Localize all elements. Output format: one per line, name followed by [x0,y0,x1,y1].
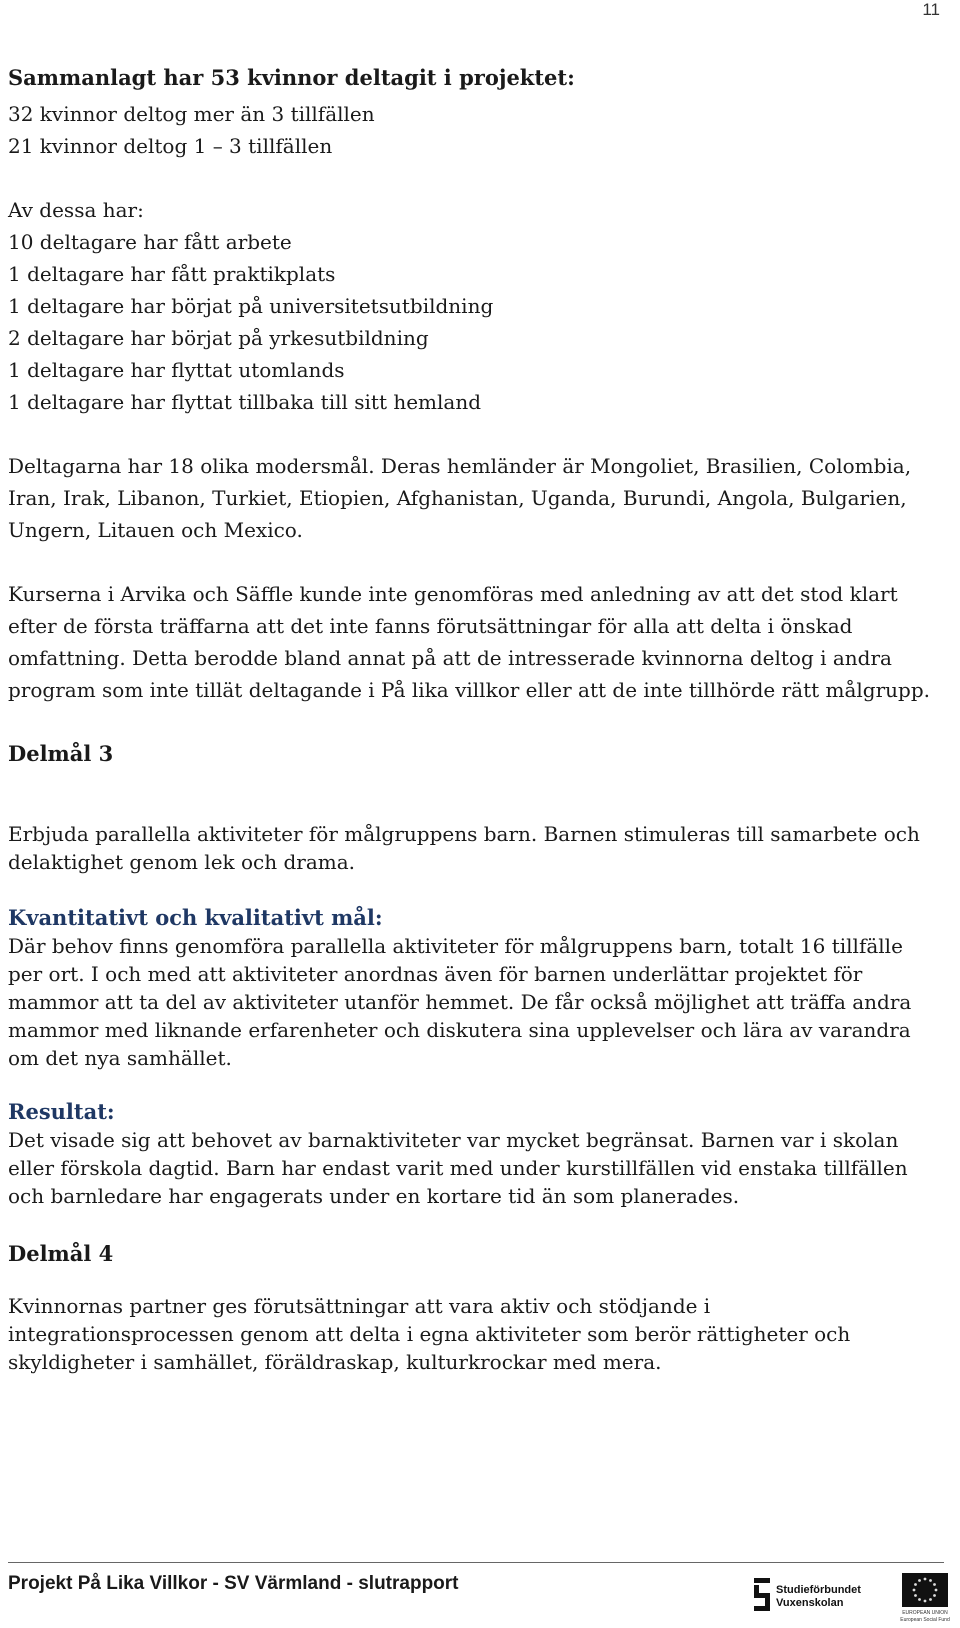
studieforbundet-logo [752,1576,870,1620]
delmal3-goal-heading: Kvantitativt och kvalitativt mål: [8,905,383,930]
eu-logo-line2: European Social Fund [900,1617,950,1623]
outcomes-intro: Av dessa har: [8,198,144,222]
delmal3-goal-text: Där behov finns genomföra parallella aktiviteter för målgruppens barn, totalt 16 tillfälle per ort. I och med att aktiviteter anordnas även för barnen underlättar projektet för mammor att ta del av aktiviteter utanför hemmet. De får också möjlighet att träffa andra mammor med liknande erfarenheter och diskutera sina upplevelser och lära av varandra om det nya samhället. [8,934,912,1070]
page-number: 11 [922,0,940,19]
footer-title: Projekt På Lika Villkor - SV Värmland - slutrapport [8,1573,459,1594]
delmal4-heading: Delmål 4 [8,1241,114,1266]
outcome-item: 10 deltagare har fått arbete [8,230,292,254]
eu-logo [900,1573,950,1625]
languages-paragraph: Deltagarna har 18 olika modersmål. Deras hemländer är Mongoliet, Brasilien, Colombia, Iran, Irak, Libanon, Turkiet, Etiopien, Afghanistan, Uganda, Burundi, Angola, Bulgarien, Ungern, Litauen och Mexico. [8,454,912,542]
attendance-item: 21 kvinnor deltog 1 – 3 tillfällen [8,134,333,158]
outcome-item: 1 deltagare har flyttat tillbaka till sitt hemland [8,390,482,414]
delmal3-result-text: Det visade sig att behovet av barnaktiviteter var mycket begränsat. Barnen var i skolan eller förskola dagtid. Barn har endast varit med under kurstillfällen vid enstaka tillfällen och barnledare har engagerats under en kortare tid än som planerades. [8,1128,908,1208]
sv-logo-icon [752,1576,772,1616]
attendance-item: 32 kvinnor deltog mer än 3 tillfällen [8,102,375,126]
eu-flag-icon [902,1573,948,1607]
attendance-list [8,98,938,162]
delmal3-result-heading: Resultat: [8,1099,115,1124]
delmal3-heading: Delmål 3 [8,741,114,766]
eu-logo-line1: EUROPEAN UNION [902,1610,948,1616]
outcome-item: 1 deltagare har fått praktikplats [8,262,336,286]
document-body [8,62,938,1376]
delmal4-description: Kvinnornas partner ges förutsättningar att vara aktiv och stödjande i integrationsprocessen genom att delta i egna aktiviteter som berör rättigheter och skyldigheter i samhället, föräldraskap, kulturkrockar med mera. [8,1294,851,1374]
sv-logo-line2: Vuxenskolan [776,1597,844,1609]
outcome-item: 1 deltagare har flyttat utomlands [8,358,345,382]
outcomes-list [8,194,938,418]
footer-divider [8,1562,944,1563]
sv-logo-line1: Studieförbundet [776,1584,861,1596]
courses-paragraph: Kurserna i Arvika och Säffle kunde inte genomföras med anledning av att det stod klart efter de första träffarna att det inte fanns förutsättningar för alla att delta i önskad omfattning. Detta berodde bland annat på att de intresserade kvinnorna deltog i andra program som inte tillät deltagande i På lika villkor eller att de inte tillhörde rätt målgrupp. [8,582,931,702]
outcome-item: 2 deltagare har börjat på yrkesutbildning [8,326,429,350]
outcome-item: 1 deltagare har börjat på universitetsutbildning [8,294,494,318]
summary-heading: Sammanlagt har 53 kvinnor deltagit i projektet: [8,65,575,90]
delmal3-description: Erbjuda parallella aktiviteter för målgruppens barn. Barnen stimuleras till samarbete och delaktighet genom lek och drama. [8,822,920,874]
